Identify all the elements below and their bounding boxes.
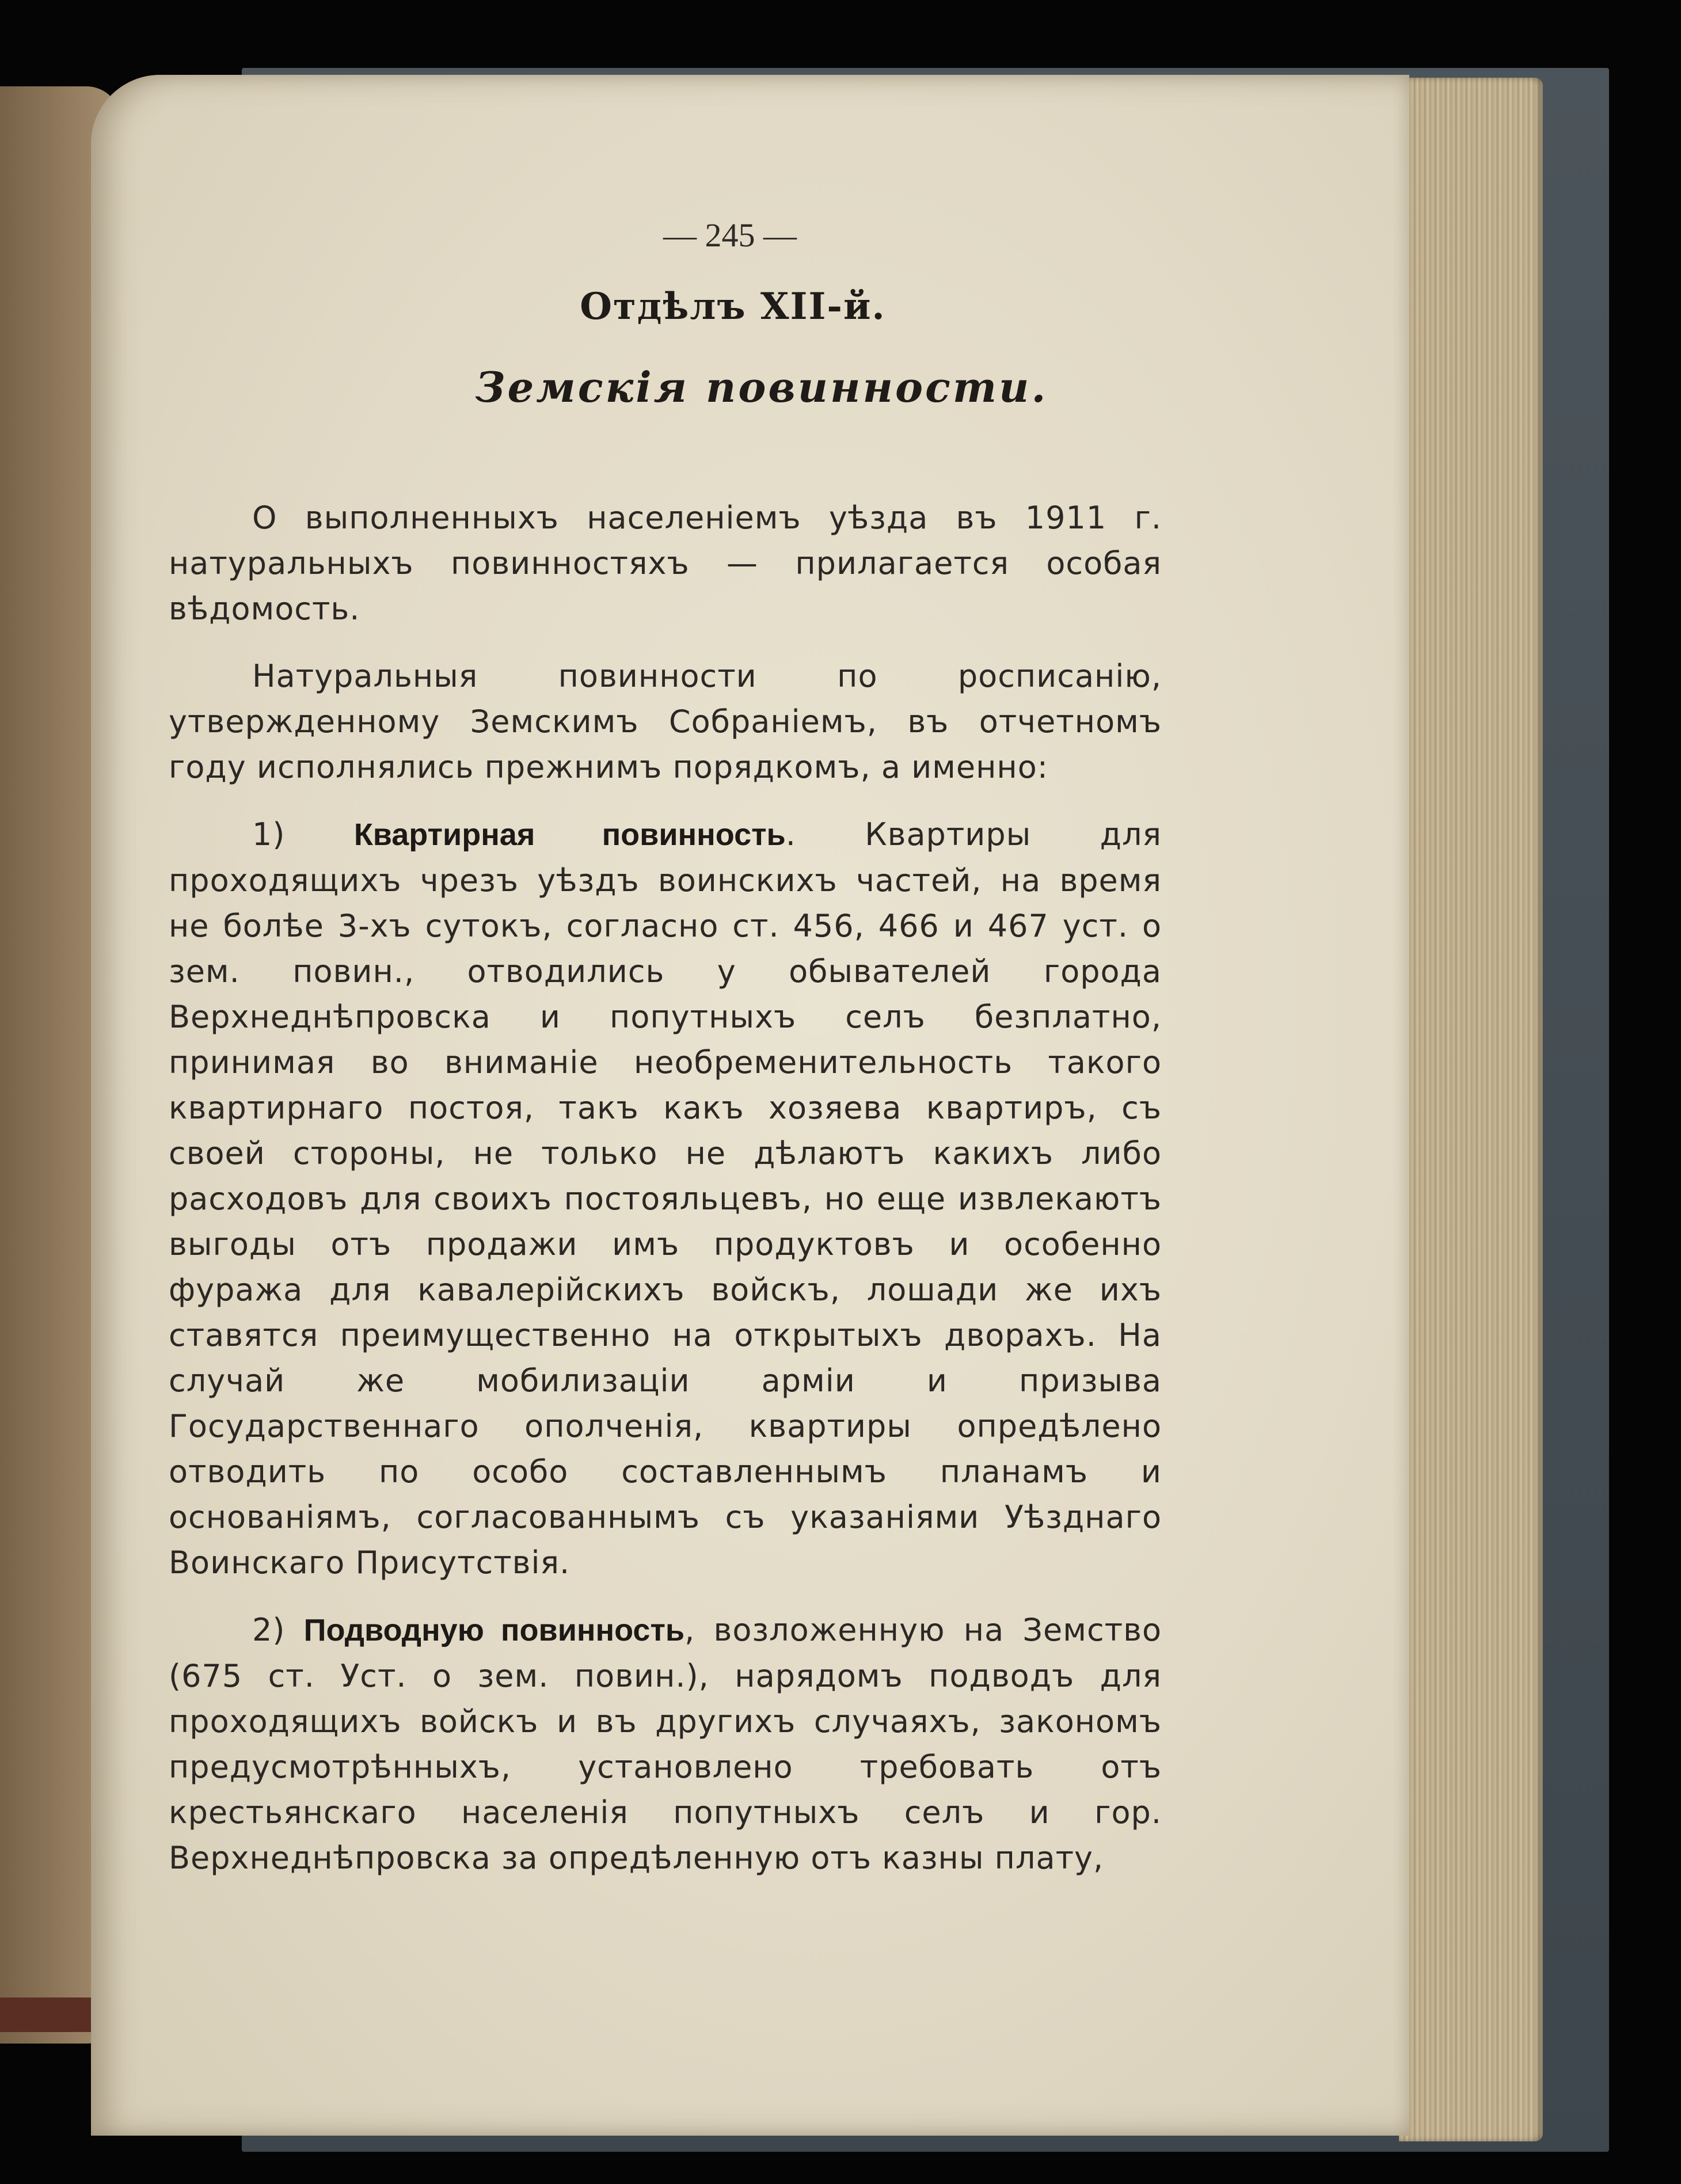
item-text: , возложенную на Земство (675 ст. Уст. о зем. повин.), нарядомъ подводъ для проходящихъ войскъ и въ другихъ случаяхъ, закономъ предусмотрѣнныхъ, установлено требовать отъ крестьянскаго населенія попутныхъ селъ и гор. Верхнеднѣпровска за опредѣленную отъ казны плату,	[169, 1612, 1162, 1876]
section-heading: Отдѣлъ XII-й.	[580, 285, 886, 328]
item-term: Подводную повинность	[303, 1613, 685, 1647]
paragraph: Натуральныя повинности по росписанію, утвержденному Земскимъ Собраніемъ, въ отчетномъ году исполнялись прежнимъ порядкомъ, а именно:	[169, 658, 1162, 785]
book-page	[91, 75, 1409, 2136]
item-number: 2)	[252, 1612, 304, 1648]
item-term: Квартирная повинность	[353, 817, 786, 852]
item-text: . Квартиры для проходящихъ чрезъ уѣздъ воинскихъ частей, на время не болѣе 3-хъ сутокъ, согласно ст. 456, 466 и 467 уст. о зем. повин., отводились у обывателей города Верхнеднѣпровска и попутныхъ селъ безплатно, принимая во вниманіе необременительность такого квартирнаго постоя, такъ какъ хозяева квартиръ, съ своей стороны, не только не дѣлаютъ какихъ либо расходовъ для своихъ постояльцевъ, но еще извлекаютъ выгоды отъ продажи имъ продуктовъ и особенно фуража для кавалерійскихъ войскъ, лошади же ихъ ставятся преимущественно на открытыхъ дворахъ. На случай же мобилизаціи арміи и призыва Государственнаго ополченія, квартиры опредѣлено отводить по особо составленнымъ планамъ и основаніямъ, согласованнымъ съ указаніями Уѣзднаго Воинскаго Присутствія.	[169, 816, 1162, 1581]
page-body	[169, 495, 1162, 1903]
page-number: — 245 —	[663, 216, 797, 254]
paragraph	[169, 812, 1162, 1585]
item-number: 1)	[252, 816, 354, 853]
paragraph: О выполненныхъ населеніемъ уѣзда въ 1911 г. натуральныхъ повинностяхъ — прилагается особая вѣдомость.	[169, 500, 1162, 627]
section-title: Земскія повинности.	[475, 363, 1048, 412]
paragraph	[169, 1607, 1162, 1881]
